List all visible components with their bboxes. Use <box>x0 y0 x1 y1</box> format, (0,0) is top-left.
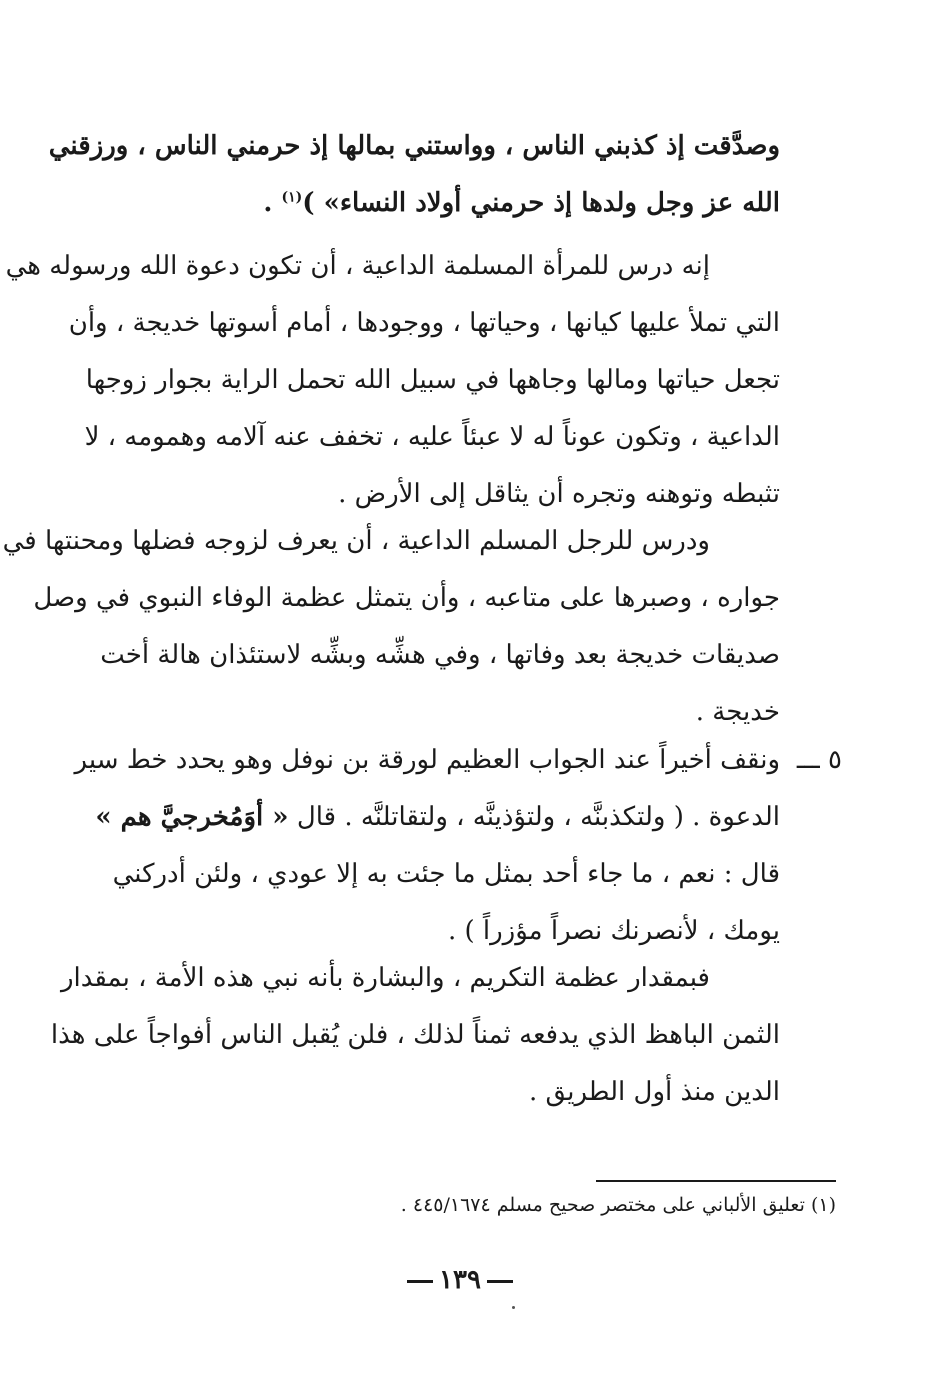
text-line: الثمن الباهظ الذي يدفعه ثمناً لذلك ، فلن يُقبل الناس أفواجاً على هذا <box>50 1020 780 1050</box>
text-line-end: . <box>263 188 282 218</box>
text-line: صديقات خديجة بعد وفاتها ، وفي هشِّه وبشِّه لاستئذان هالة أخت <box>100 640 780 670</box>
text-line: الداعية ، وتكون عوناً له لا عبئاً عليه ، تخفف عنه آلامه وهمومه ، لا <box>84 422 780 452</box>
text-line-content: الله عز وجل ولدها إذ حرمني أولاد النساء» ) <box>302 188 780 218</box>
text-line: يومك ، لأنصرنك نصراً مؤزراً ) . <box>447 916 780 946</box>
footnote-text: تعليق الألباني على مختصر صحيح مسلم ٤٤٥/١٦٧٤ . <box>400 1194 805 1216</box>
text-line: التي تملأ عليها كيانها ، وحياتها ، ووجودها ، أمام أسوتها خديجة ، وأن <box>68 308 780 338</box>
footnote-reference[interactable]: (١) <box>281 189 303 206</box>
footnote <box>330 1186 836 1224</box>
text-line-content: الدعوة . ( ولتكذبنَّه ، ولتؤذينَّه ، ولتقاتلنَّه . قال <box>296 802 780 832</box>
page-number <box>380 1255 540 1305</box>
scan-speck <box>512 1306 515 1309</box>
text-line: فبمقدار عظمة التكريم ، والبشارة بأنه نبي هذه الأمة ، بمقدار <box>60 963 710 993</box>
text-line: ودرس للرجل المسلم الداعية ، أن يعرف لزوجه فضلها ومحنتها في <box>2 526 710 556</box>
text-line: ونقف أخيراً عند الجواب العظيم لورقة بن نوفل وهو يحدد خط سير <box>74 745 780 775</box>
paragraph-quote <box>48 118 780 232</box>
text-line: قال : نعم ، ما جاء أحد بمثل ما جئت به إلا عودي ، ولئن أدركني <box>112 859 780 889</box>
footnote-number: (١) <box>810 1194 836 1216</box>
quoted-phrase: « أوَمُخرجيَّ هم » <box>95 802 289 832</box>
item-number-marker: ٥ ـــ <box>796 745 842 775</box>
page-number-value: ١٣٩ <box>439 1265 481 1295</box>
page-number-dash <box>487 1280 513 1283</box>
text-line <box>95 789 780 846</box>
paragraph-waraqa <box>74 732 780 960</box>
footnote-divider <box>596 1180 836 1182</box>
text-line: جواره ، وصبرها على متاعبه ، وأن يتمثل عظمة الوفاء النبوي في وصل <box>33 583 780 613</box>
text-line: تجعل حياتها ومالها وجاهها في سبيل الله تحمل الراية بجوار زوجها <box>85 365 780 395</box>
text-line: وصدَّقت إذ كذبني الناس ، وواستني بمالها إذ حرمني الناس ، ورزقني <box>48 131 780 161</box>
text-line: إنه درس للمرأة المسلمة الداعية ، أن تكون دعوة الله ورسوله هي <box>5 251 710 281</box>
paragraph-lesson-woman <box>5 238 780 523</box>
text-line: تثبطه وتوهنه وتجره أن يثاقل إلى الأرض . <box>338 479 780 509</box>
page-number-dash <box>407 1280 433 1283</box>
text-line: الدين منذ أول الطريق . <box>529 1077 780 1107</box>
paragraph-honor <box>50 950 780 1121</box>
text-line <box>100 175 780 232</box>
text-line: خديجة . <box>695 697 780 727</box>
paragraph-lesson-man <box>2 513 780 741</box>
